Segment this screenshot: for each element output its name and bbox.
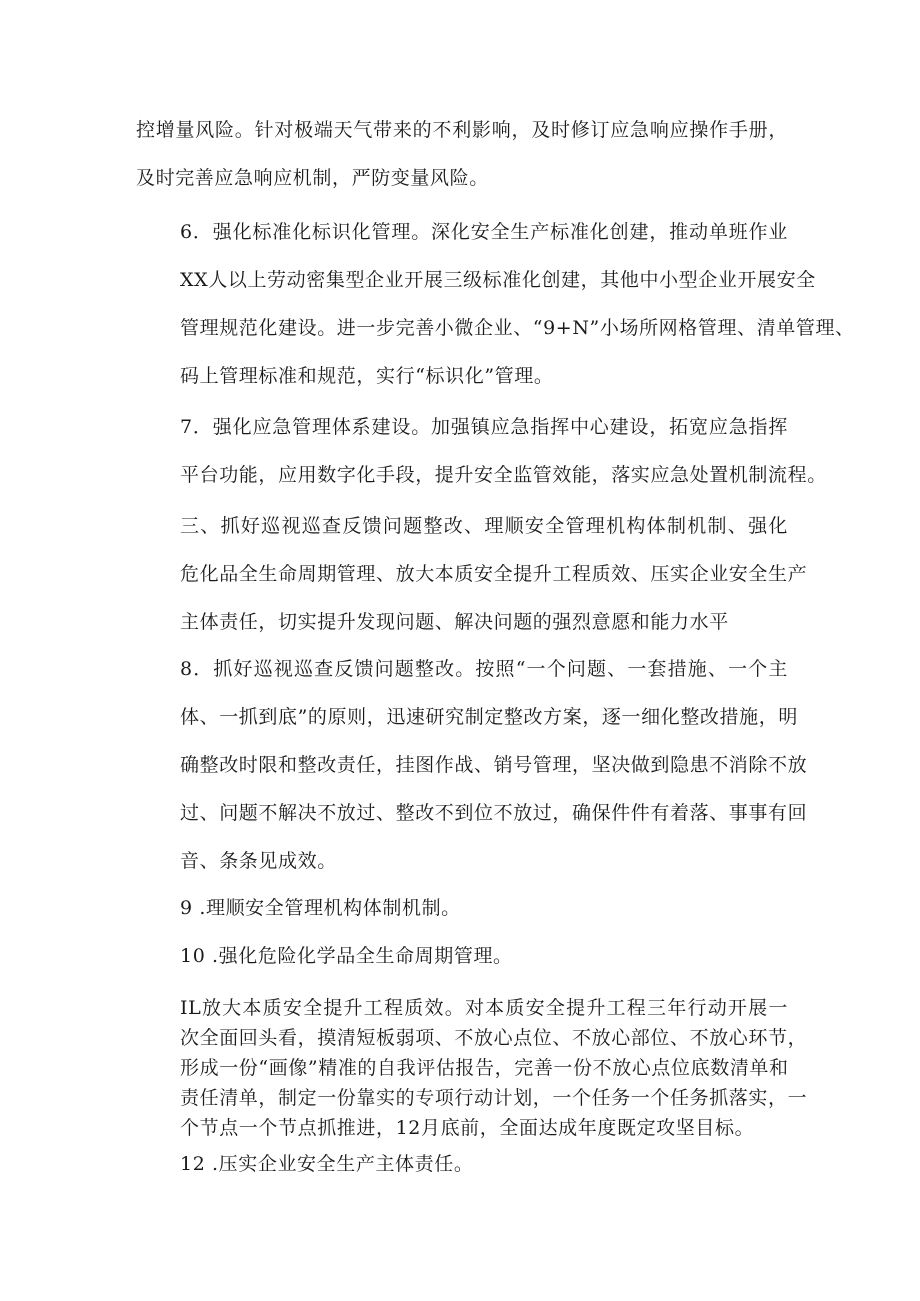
paragraph-item-11 <box>136 993 808 1143</box>
text-line: 危化品全生命周期管理、放大本质安全提升工程质效、压实企业安全生产 <box>180 563 808 585</box>
text-line: 6．强化标准化标识化管理。深化安全生产标准化创建，推动单班作业 <box>180 221 788 243</box>
text-line: 管理规范化建设。进一步完善小微企业、“9+N”小场所网格管理、清单管理、 <box>180 317 855 339</box>
text-line: IL放大本质安全提升工程质效。对本质安全提升工程三年行动开展一 <box>180 997 788 1019</box>
paragraph-item-6 <box>136 208 855 400</box>
paragraph-risk-tail <box>136 106 788 202</box>
text-line: 10 .强化危险化学品全生命周期管理。 <box>180 945 513 967</box>
text-line: 控增量风险。针对极端天气带来的不利影响，及时修订应急响应操作手册， <box>136 119 788 141</box>
text-line: 个节点一个节点抓推进，12月底前，全面达成年度既定攻坚目标。 <box>180 1117 755 1139</box>
text-line: XX人以上劳动密集型企业开展三级标准化创建，其他中小型企业开展安全 <box>180 269 816 291</box>
text-line: 确整改时限和整改责任，挂图作战、销号管理，坚决做到隐患不消除不放 <box>180 754 808 776</box>
text-line: 过、问题不解决不放过、整改不到位不放过，确保件件有着落、事事有回 <box>180 802 808 824</box>
paragraph-item-12 <box>136 1140 788 1188</box>
paragraph-item-7 <box>136 403 827 499</box>
text-line: 责任清单，制定一份靠实的专项行动计划，一个任务一个任务抓落实，一 <box>180 1087 808 1109</box>
text-line: 8．抓好巡视巡查反馈问题整改。按照“一个问题、一套措施、一个主 <box>180 658 788 680</box>
paragraph-section-3 <box>136 502 808 646</box>
text-line: 码上管理标准和规范，实行“标识化”管理。 <box>180 365 554 387</box>
text-line: 9 .理顺安全管理机构体制机制。 <box>180 897 461 919</box>
paragraph-item-10 <box>136 932 788 980</box>
text-line: 体、一抓到底”的原则，迅速研究制定整改方案，逐一细化整改措施，明 <box>180 706 798 728</box>
paragraph-item-9 <box>136 884 788 932</box>
text-line: 7．强化应急管理体系建设。加强镇应急指挥中心建设，拓宽应急指挥 <box>180 416 788 438</box>
text-line: 12 .压实企业安全生产主体责任。 <box>180 1153 474 1175</box>
text-line: 三、抓好巡视巡查反馈问题整改、理顺安全管理机构体制机制、强化 <box>180 515 788 537</box>
text-line: 主体责任，切实提升发现问题、解决问题的强烈意愿和能力水平 <box>180 611 729 633</box>
paragraph-item-8 <box>136 645 808 885</box>
text-line: 音、条条见成效。 <box>180 850 337 872</box>
text-line: 平台功能，应用数字化手段，提升安全监管效能，落实应急处置机制流程。 <box>180 464 827 486</box>
text-line: 形成一份“画像”精准的自我评估报告，完善一份不放心点位底数清单和 <box>180 1057 789 1079</box>
text-line: 及时完善应急响应机制，严防变量风险。 <box>136 167 489 189</box>
text-line: 次全面回头看，摸清短板弱项、不放心点位、不放心部位、不放心环节， <box>180 1027 808 1049</box>
